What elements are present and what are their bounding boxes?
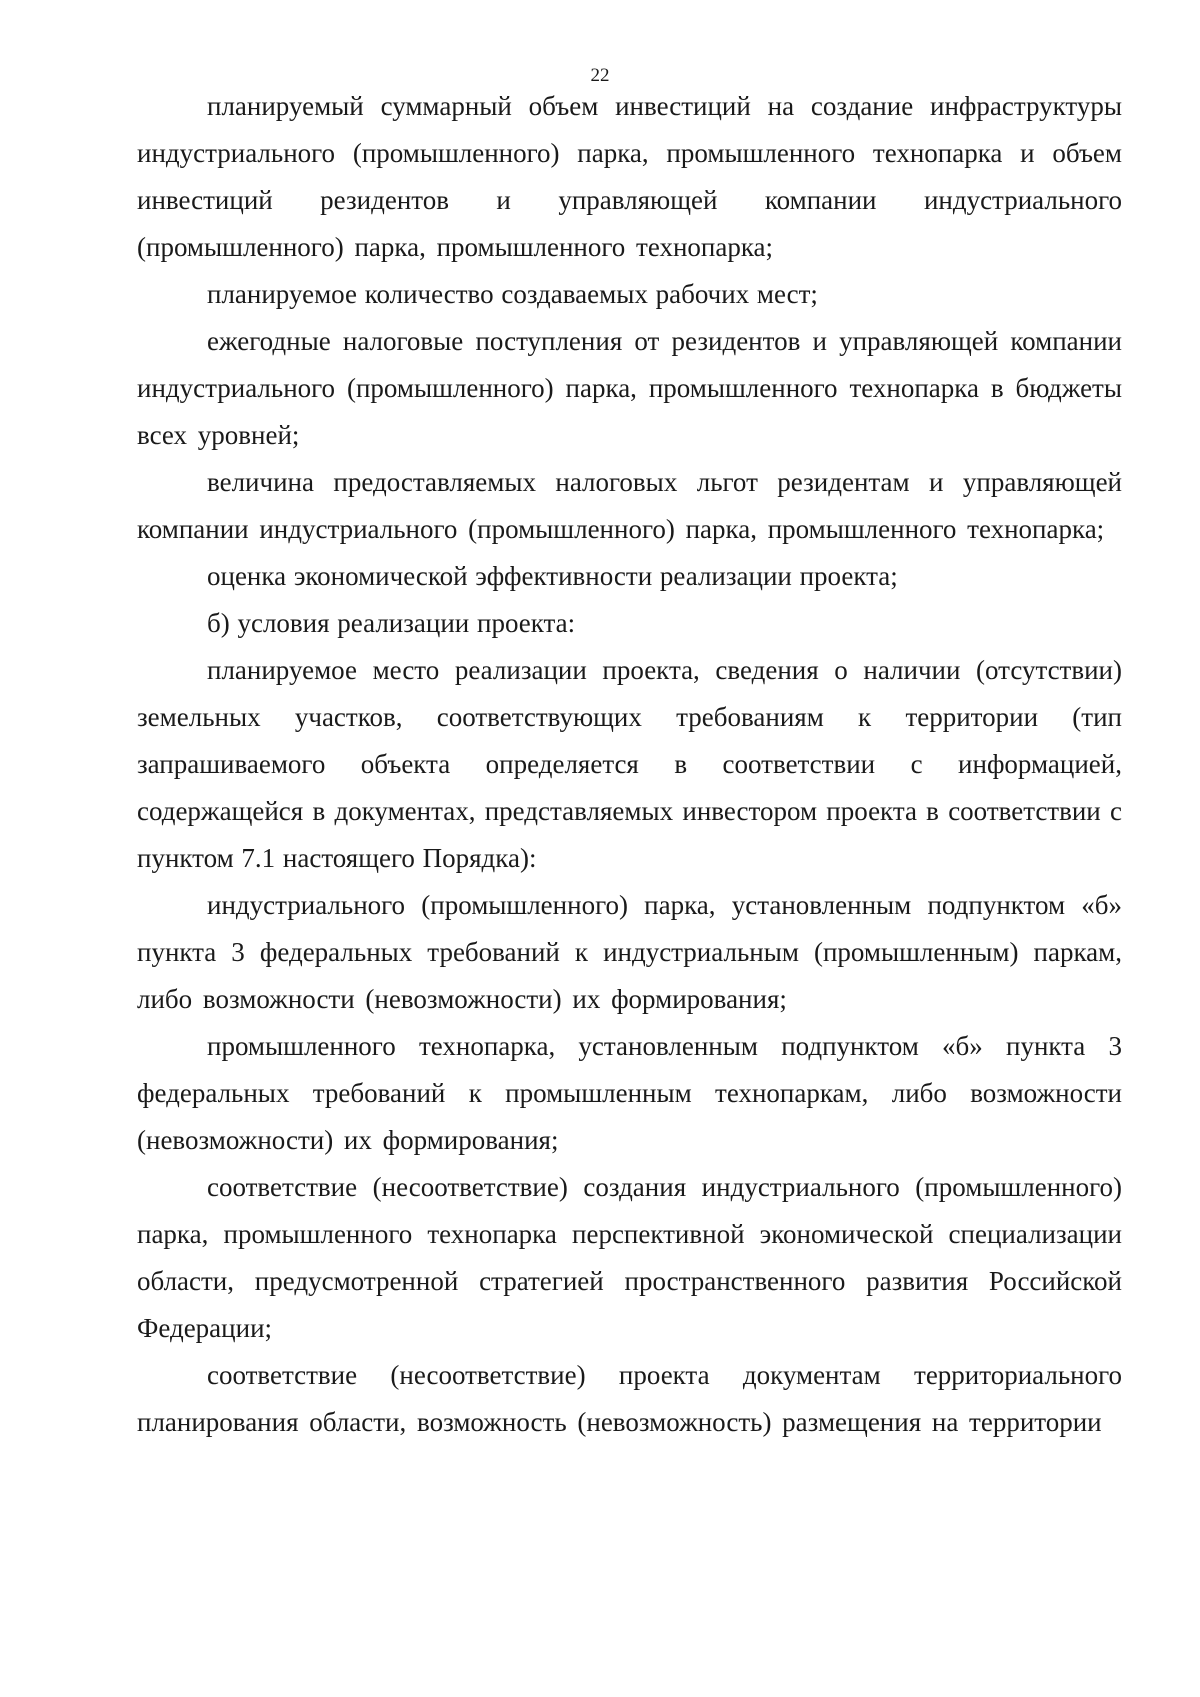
paragraph-technopark: промышленного технопарка, установленным подпунктом «б» пункта 3 федеральных требований к промышленным технопаркам, либо возможности (невозможности) их формирования; [137,1031,1122,1155]
paragraph-territorial-planning: соответствие (несоответствие) проекта документам территориального планирования области, возможность (невозможность) размещения на территории [137,1360,1122,1437]
paragraph-project-location: планируемое место реализации проекта, сведения о наличии (отсутствии) земельных участков, соответствующих требованиям к территории (тип запрашиваемого объекта определяется в соответствии с информацией, содержащейся в документах, представляемых инвестором проекта в соответствии с пунктом 7.1 настоящего Порядка): [137,655,1122,873]
paragraph-tax-benefits: величина предоставляемых налоговых льгот резидентам и управляющей компании индустриального (промышленного) парка, промышленного технопарка; [137,467,1122,544]
paragraph-economic-efficiency: оценка экономической эффективности реализации проекта; [207,561,898,591]
document-body [137,83,1122,1446]
paragraph-tax-revenue: ежегодные налоговые поступления от резидентов и управляющей компании индустриального (промышленного) парка, промышленного технопарка в бюджеты всех уровней; [137,326,1122,450]
paragraph-jobs: планируемое количество создаваемых рабочих мест; [207,279,818,309]
paragraph-conditions-heading: б) условия реализации проекта: [207,608,576,638]
paragraph-industrial-park: индустриального (промышленного) парка, установленным подпунктом «б» пункта 3 федеральных требований к индустриальным (промышленным) паркам, либо возможности (невозможности) их формирования; [137,890,1122,1014]
paragraph-investment-volume: планируемый суммарный объем инвестиций на создание инфраструктуры индустриального (промышленного) парка, промышленного технопарка и объем инвестиций резидентов и управляющей компании индустриального (промышленного) парка, промышленного технопарка; [137,91,1122,262]
page-number: 22 [590,65,610,86]
paragraph-specialization: соответствие (несоответствие) создания индустриального (промышленного) парка, промышленного технопарка перспективной экономической специализации области, предусмотренной стратегией пространственного развития Российской Федерации; [137,1172,1122,1343]
